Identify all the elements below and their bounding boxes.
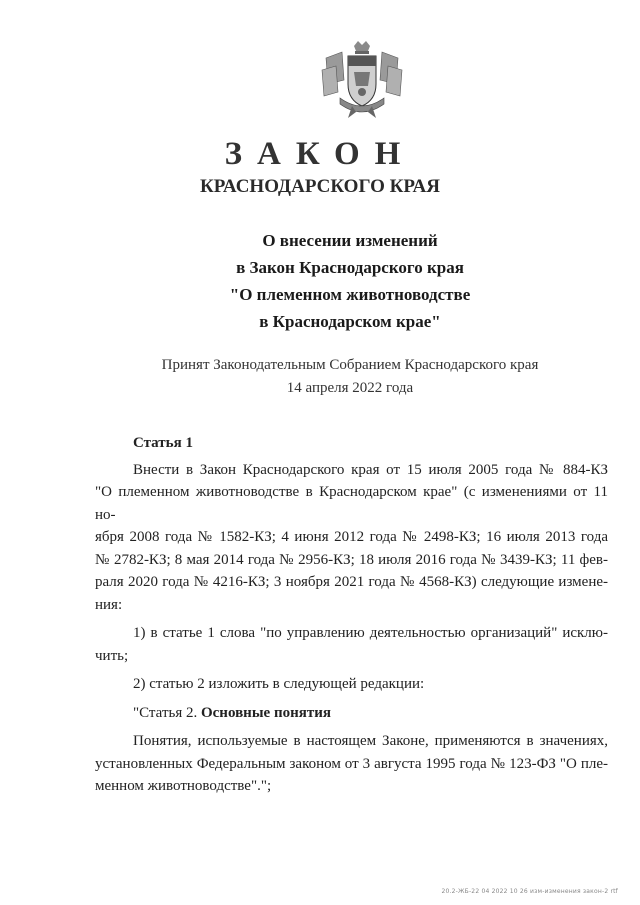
- paragraph-line: раля 2020 года № 4216-КЗ; 3 ноября 2021 года № 4568-КЗ) следующие измене-: [95, 574, 608, 590]
- document-subtitle: КРАСНОДАРСКОГО КРАЯ: [199, 176, 441, 197]
- quote-heading-line: [95, 702, 608, 725]
- paragraph-line: установленных Федеральным законом от 3 августа 1995 года № 123-ФЗ "О пле-: [95, 755, 608, 772]
- adopted-by: Принят Законодательным Собранием Краснодарского края: [161, 357, 539, 373]
- quote-prefix: "Статья 2.: [133, 704, 198, 721]
- adopted-date: 14 апреля 2022 года: [286, 380, 414, 396]
- paragraph-line: Внести в Закон Краснодарского края от 15 июля 2005 года № 884-КЗ: [133, 461, 608, 478]
- coat-of-arms-icon: [318, 40, 406, 120]
- paragraph-line: 2) статью 2 изложить в следующей редакции:: [133, 676, 425, 692]
- adoption-info: [0, 354, 640, 400]
- law-name: [0, 227, 640, 335]
- paragraph-line: 1) в статье 1 слова "по управлению деятельностью организаций" исклю-: [133, 625, 608, 641]
- law-name-line: "О племенном животноводстве: [229, 285, 471, 304]
- article-body: [95, 432, 608, 798]
- paragraph-line: чить;: [95, 647, 129, 664]
- paragraph-line: менном животноводстве".";: [95, 778, 272, 794]
- paragraph-line: ния:: [95, 596, 123, 613]
- law-name-line: О внесении изменений: [262, 231, 438, 250]
- quote-heading: Основные понятия: [200, 704, 331, 721]
- paragraph-line: "О племенном животноводстве в Краснодарском крае" (с изменениями от 11 но-: [95, 484, 608, 523]
- paragraph-line: Понятия, используемые в настоящем Законе, применяются в значениях,: [133, 733, 608, 749]
- paragraph-line: ября 2008 года № 1582-КЗ; 4 июня 2012 года № 2498-КЗ; 16 июля 2013 года: [95, 529, 608, 545]
- file-footer: 20.2-ЖБ-22 04 2022 10 26 изм-изменения закон-2 rtf: [441, 888, 618, 895]
- law-name-line: в Краснодарском крае": [259, 312, 441, 331]
- paragraph-line: № 2782-КЗ; 8 мая 2014 года № 2956-КЗ; 18 июля 2016 года № 3439-КЗ; 11 фев-: [95, 551, 608, 568]
- law-name-line: в Закон Краснодарского края: [236, 258, 464, 277]
- article-heading: Статья 1: [133, 435, 193, 451]
- document-title: ЗАКОН: [224, 136, 416, 172]
